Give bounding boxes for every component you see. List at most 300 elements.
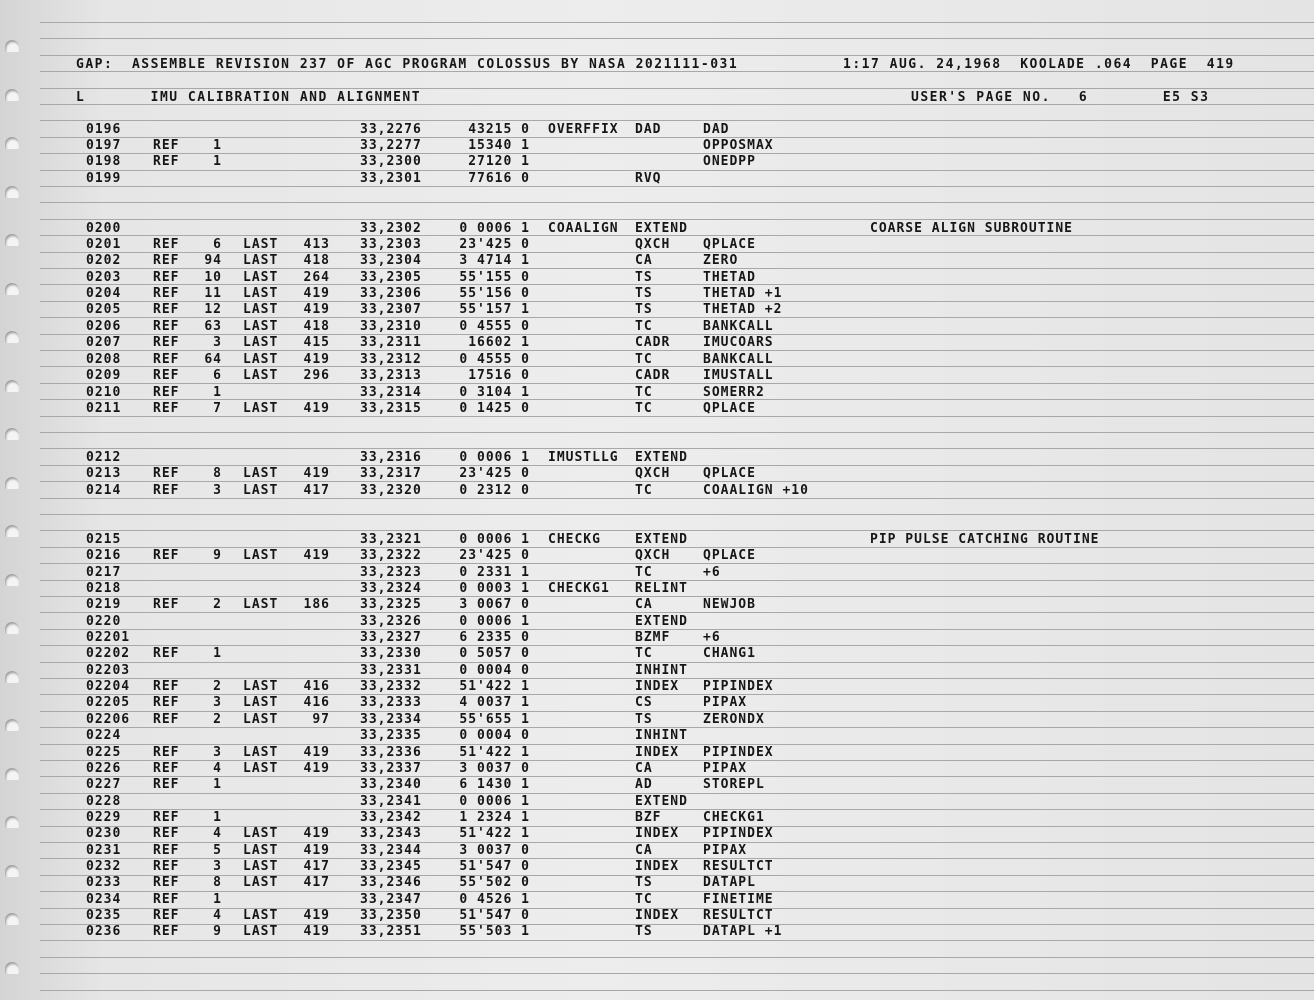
paper-rule (40, 88, 1314, 89)
line-number: 0203 (86, 270, 122, 285)
paper-rule (40, 153, 1314, 154)
paper-rule (40, 137, 1314, 138)
address: 33,2325 (360, 597, 422, 612)
paper-rule (40, 875, 1314, 876)
operand: QPLACE (703, 237, 756, 252)
address: 33,2327 (360, 630, 422, 645)
line-number: 0214 (86, 483, 122, 498)
octal-word: 23'425 0 (459, 466, 530, 481)
ref-count: 9 (213, 924, 222, 939)
line-number: 0211 (86, 401, 122, 416)
opcode: EXTEND (635, 532, 688, 547)
paper-rule (40, 268, 1314, 269)
paper-rule (40, 498, 1314, 499)
log-section-title: L IMU CALIBRATION AND ALIGNMENT (76, 90, 422, 105)
address: 33,2314 (360, 385, 422, 400)
opcode: TC (635, 483, 653, 498)
ref-keyword: REF (153, 859, 180, 874)
ref-count: 1 (213, 385, 222, 400)
last-keyword: LAST (243, 548, 279, 563)
opcode: TS (635, 270, 653, 285)
ref-count: 11 (204, 286, 222, 301)
operand: ZERONDX (703, 712, 765, 727)
line-number: 02206 (86, 712, 131, 727)
ref-keyword: REF (153, 270, 180, 285)
ref-keyword: REF (153, 695, 180, 710)
opcode: INHINT (635, 728, 688, 743)
operand: +6 (703, 630, 721, 645)
ref-count: 4 (213, 761, 222, 776)
octal-word: 51'422 1 (459, 826, 530, 841)
last-page: 419 (303, 826, 330, 841)
octal-word: 55'156 0 (459, 286, 530, 301)
timestamp-page: 1:17 AUG. 24,1968 KOOLADE .064 PAGE 419 (843, 57, 1235, 72)
paper-rule (40, 563, 1314, 564)
address: 33,2331 (360, 663, 422, 678)
octal-word: 3 0067 0 (459, 597, 530, 612)
sprocket-hole (5, 962, 19, 974)
line-number: 02205 (86, 695, 131, 710)
operand: QPLACE (703, 548, 756, 563)
octal-word: 0 2312 0 (459, 483, 530, 498)
last-page: 296 (303, 368, 330, 383)
ref-count: 3 (213, 745, 222, 760)
last-keyword: LAST (243, 745, 279, 760)
sprocket-hole (5, 622, 19, 634)
octal-word: 16602 1 (468, 335, 530, 350)
opcode: AD (635, 777, 653, 792)
line-number: 0206 (86, 319, 122, 334)
address: 33,2311 (360, 335, 422, 350)
last-keyword: LAST (243, 319, 279, 334)
ref-keyword: REF (153, 401, 180, 416)
last-keyword: LAST (243, 859, 279, 874)
octal-word: 77616 0 (468, 171, 530, 186)
address: 33,2345 (360, 859, 422, 874)
operand: THETAD +1 (703, 286, 783, 301)
sprocket-hole (5, 719, 19, 731)
opcode: TS (635, 875, 653, 890)
opcode: TC (635, 565, 653, 580)
last-page: 419 (303, 352, 330, 367)
address: 33,2344 (360, 843, 422, 858)
ref-count: 12 (204, 302, 222, 317)
paper-rule (40, 990, 1314, 991)
paper-rule (40, 940, 1314, 941)
operand: CHECKG1 (703, 810, 765, 825)
octal-word: 0 0004 0 (459, 728, 530, 743)
last-page: 419 (303, 401, 330, 416)
user-page-number: USER'S PAGE NO. 6 E5 S3 (911, 90, 1210, 105)
last-keyword: LAST (243, 761, 279, 776)
opcode: CADR (635, 335, 671, 350)
paper-rule (40, 383, 1314, 384)
address: 33,2336 (360, 745, 422, 760)
paper-rule (40, 448, 1314, 449)
line-number: 0212 (86, 450, 122, 465)
label: OVERFFIX (548, 122, 619, 137)
octal-word: 6 1430 1 (459, 777, 530, 792)
octal-word: 55'155 0 (459, 270, 530, 285)
last-page: 419 (303, 745, 330, 760)
opcode: INDEX (635, 826, 680, 841)
opcode: EXTEND (635, 221, 688, 236)
line-number: 0229 (86, 810, 122, 825)
ref-keyword: REF (153, 843, 180, 858)
ref-count: 3 (213, 695, 222, 710)
sprocket-hole (5, 234, 19, 246)
opcode: INDEX (635, 679, 680, 694)
line-number: 0235 (86, 908, 122, 923)
address: 33,2305 (360, 270, 422, 285)
last-keyword: LAST (243, 401, 279, 416)
octal-word: 51'547 0 (459, 859, 530, 874)
address: 33,2337 (360, 761, 422, 776)
ref-keyword: REF (153, 237, 180, 252)
ref-keyword: REF (153, 335, 180, 350)
operand: IMUCOARS (703, 335, 774, 350)
sprocket-hole (5, 865, 19, 877)
address: 33,2334 (360, 712, 422, 727)
last-page: 419 (303, 843, 330, 858)
address: 33,2347 (360, 892, 422, 907)
last-page: 419 (303, 466, 330, 481)
last-keyword: LAST (243, 352, 279, 367)
last-page: 417 (303, 859, 330, 874)
ref-keyword: REF (153, 712, 180, 727)
address: 33,2333 (360, 695, 422, 710)
ref-keyword: REF (153, 302, 180, 317)
operand: PIPAX (703, 695, 748, 710)
opcode: TC (635, 352, 653, 367)
ref-keyword: REF (153, 286, 180, 301)
opcode: TS (635, 286, 653, 301)
operand: PIPAX (703, 761, 748, 776)
opcode: TC (635, 401, 653, 416)
address: 33,2323 (360, 565, 422, 580)
ref-keyword: REF (153, 253, 180, 268)
operand: OPPOSMAX (703, 138, 774, 153)
last-page: 186 (303, 597, 330, 612)
operand: QPLACE (703, 466, 756, 481)
label: CHECKG1 (548, 581, 610, 596)
line-number: 02203 (86, 663, 131, 678)
paper-rule (40, 481, 1314, 482)
address: 33,2351 (360, 924, 422, 939)
octal-word: 15340 1 (468, 138, 530, 153)
opcode: BZF (635, 810, 662, 825)
opcode: INDEX (635, 745, 680, 760)
address: 33,2346 (360, 875, 422, 890)
operand: ZERO (703, 253, 739, 268)
paper-rule (40, 284, 1314, 285)
last-page: 416 (303, 679, 330, 694)
octal-word: 0 0006 1 (459, 450, 530, 465)
octal-word: 23'425 0 (459, 548, 530, 563)
operand: DAD (703, 122, 730, 137)
ref-keyword: REF (153, 745, 180, 760)
octal-word: 3 0037 0 (459, 843, 530, 858)
opcode: DAD (635, 122, 662, 137)
ref-count: 3 (213, 859, 222, 874)
ref-count: 2 (213, 597, 222, 612)
sprocket-hole (5, 186, 19, 198)
label: COAALIGN (548, 221, 619, 236)
line-number: 0220 (86, 614, 122, 629)
opcode: CA (635, 253, 653, 268)
address: 33,2315 (360, 401, 422, 416)
ref-keyword: REF (153, 483, 180, 498)
ref-keyword: REF (153, 368, 180, 383)
octal-word: 0 0003 1 (459, 581, 530, 596)
octal-word: 0 0006 1 (459, 221, 530, 236)
label: IMUSTLLG (548, 450, 619, 465)
ref-count: 5 (213, 843, 222, 858)
last-keyword: LAST (243, 483, 279, 498)
octal-word: 55'157 1 (459, 302, 530, 317)
ref-count: 9 (213, 548, 222, 563)
octal-word: 0 4555 0 (459, 319, 530, 334)
line-number: 0202 (86, 253, 122, 268)
octal-word: 6 2335 0 (459, 630, 530, 645)
ref-keyword: REF (153, 761, 180, 776)
paper-rule (40, 219, 1314, 220)
line-number: 02202 (86, 646, 131, 661)
last-keyword: LAST (243, 695, 279, 710)
address: 33,2343 (360, 826, 422, 841)
ref-count: 3 (213, 483, 222, 498)
last-keyword: LAST (243, 908, 279, 923)
operand: +6 (703, 565, 721, 580)
address: 33,2306 (360, 286, 422, 301)
opcode: TC (635, 646, 653, 661)
last-keyword: LAST (243, 597, 279, 612)
paper-rule (40, 334, 1314, 335)
line-number: 0201 (86, 237, 122, 252)
last-page: 418 (303, 253, 330, 268)
ref-count: 1 (213, 810, 222, 825)
comment: PIP PULSE CATCHING ROUTINE (870, 532, 1100, 547)
last-keyword: LAST (243, 368, 279, 383)
ref-keyword: REF (153, 597, 180, 612)
last-page: 419 (303, 908, 330, 923)
paper-rule (40, 891, 1314, 892)
last-keyword: LAST (243, 712, 279, 727)
line-number: 0231 (86, 843, 122, 858)
paper-rule (40, 842, 1314, 843)
opcode: CA (635, 843, 653, 858)
sprocket-holes (0, 0, 40, 1000)
address: 33,2341 (360, 794, 422, 809)
octal-word: 0 0006 1 (459, 532, 530, 547)
last-keyword: LAST (243, 924, 279, 939)
paper-rule (40, 776, 1314, 777)
line-number: 0232 (86, 859, 122, 874)
ref-count: 6 (213, 368, 222, 383)
opcode: EXTEND (635, 450, 688, 465)
line-number: 0210 (86, 385, 122, 400)
line-number: 0234 (86, 892, 122, 907)
paper-rule (40, 120, 1314, 121)
ref-count: 4 (213, 908, 222, 923)
assembly-title: GAP: ASSEMBLE REVISION 237 OF AGC PROGRAM COLOSSUS BY NASA 2021111-031 (76, 57, 739, 72)
operand: SOMERR2 (703, 385, 765, 400)
line-number: 0233 (86, 875, 122, 890)
address: 33,2342 (360, 810, 422, 825)
octal-word: 51'422 1 (459, 679, 530, 694)
operand: BANKCALL (703, 319, 774, 334)
octal-word: 0 1425 0 (459, 401, 530, 416)
octal-word: 17516 0 (468, 368, 530, 383)
paper-rule (40, 924, 1314, 925)
address: 33,2303 (360, 237, 422, 252)
sprocket-hole (5, 89, 19, 101)
octal-word: 55'655 1 (459, 712, 530, 727)
line-number: 0196 (86, 122, 122, 137)
last-keyword: LAST (243, 302, 279, 317)
opcode: TS (635, 302, 653, 317)
line-number: 0218 (86, 581, 122, 596)
address: 33,2300 (360, 154, 422, 169)
ref-count: 1 (213, 646, 222, 661)
line-number: 0219 (86, 597, 122, 612)
last-page: 97 (312, 712, 330, 727)
operand: ONEDPP (703, 154, 756, 169)
paper-rule (40, 973, 1314, 974)
octal-word: 51'547 0 (459, 908, 530, 923)
paper-rule (40, 252, 1314, 253)
line-number: 0204 (86, 286, 122, 301)
opcode: INDEX (635, 908, 680, 923)
operand: PIPAX (703, 843, 748, 858)
line-number: 0209 (86, 368, 122, 383)
last-keyword: LAST (243, 286, 279, 301)
line-number: 0227 (86, 777, 122, 792)
paper-rule (40, 612, 1314, 613)
ref-keyword: REF (153, 908, 180, 923)
ref-count: 8 (213, 466, 222, 481)
ref-keyword: REF (153, 679, 180, 694)
octal-word: 51'422 1 (459, 745, 530, 760)
address: 33,2301 (360, 171, 422, 186)
line-number: 02201 (86, 630, 131, 645)
octal-word: 0 0006 1 (459, 794, 530, 809)
ref-count: 3 (213, 335, 222, 350)
address: 33,2320 (360, 483, 422, 498)
operand: DATAPL (703, 875, 756, 890)
operand: RESULTCT (703, 908, 774, 923)
sprocket-hole (5, 40, 19, 52)
last-page: 419 (303, 761, 330, 776)
last-keyword: LAST (243, 875, 279, 890)
last-page: 419 (303, 924, 330, 939)
paper-rule (40, 645, 1314, 646)
last-page: 416 (303, 695, 330, 710)
opcode: INHINT (635, 663, 688, 678)
paper-rule (40, 301, 1314, 302)
sprocket-hole (5, 913, 19, 925)
operand: PIPINDEX (703, 826, 774, 841)
operand: DATAPL +1 (703, 924, 783, 939)
paper-rule (40, 711, 1314, 712)
octal-word: 0 0004 0 (459, 663, 530, 678)
opcode: QXCH (635, 237, 671, 252)
last-page: 419 (303, 548, 330, 563)
octal-word: 3 0037 0 (459, 761, 530, 776)
ref-count: 1 (213, 138, 222, 153)
opcode: EXTEND (635, 614, 688, 629)
address: 33,2310 (360, 319, 422, 334)
last-page: 419 (303, 286, 330, 301)
paper-rule (40, 350, 1314, 351)
ref-count: 2 (213, 712, 222, 727)
ref-count: 1 (213, 892, 222, 907)
address: 33,2321 (360, 532, 422, 547)
paper-rule (40, 170, 1314, 171)
ref-count: 2 (213, 679, 222, 694)
sprocket-hole (5, 477, 19, 489)
opcode: QXCH (635, 548, 671, 563)
last-keyword: LAST (243, 237, 279, 252)
sprocket-hole (5, 283, 19, 295)
operand: RESULTCT (703, 859, 774, 874)
last-page: 413 (303, 237, 330, 252)
ref-keyword: REF (153, 777, 180, 792)
ref-keyword: REF (153, 810, 180, 825)
address: 33,2312 (360, 352, 422, 367)
sprocket-hole (5, 380, 19, 392)
line-number: 0228 (86, 794, 122, 809)
line-number: 0225 (86, 745, 122, 760)
ref-keyword: REF (153, 892, 180, 907)
line-number: 0216 (86, 548, 122, 563)
line-number: 0213 (86, 466, 122, 481)
paper-rule (40, 957, 1314, 958)
sprocket-hole (5, 574, 19, 586)
address: 33,2350 (360, 908, 422, 923)
ref-keyword: REF (153, 646, 180, 661)
last-page: 419 (303, 302, 330, 317)
label: CHECKG (548, 532, 601, 547)
paper-rule (40, 530, 1314, 531)
operand: PIPINDEX (703, 679, 774, 694)
operand: NEWJOB (703, 597, 756, 612)
ref-keyword: REF (153, 385, 180, 400)
paper-rule (40, 399, 1314, 400)
address: 33,2326 (360, 614, 422, 629)
paper-rule (40, 186, 1314, 187)
sprocket-hole (5, 331, 19, 343)
line-number: 0236 (86, 924, 122, 939)
ref-count: 7 (213, 401, 222, 416)
ref-count: 10 (204, 270, 222, 285)
ref-count: 63 (204, 319, 222, 334)
sprocket-hole (5, 525, 19, 537)
ref-count: 94 (204, 253, 222, 268)
sprocket-hole (5, 816, 19, 828)
address: 33,2317 (360, 466, 422, 481)
operand: FINETIME (703, 892, 774, 907)
sprocket-hole (5, 137, 19, 149)
opcode: BZMF (635, 630, 671, 645)
operand: STOREPL (703, 777, 765, 792)
line-number: 0226 (86, 761, 122, 776)
paper-rule (40, 38, 1314, 39)
ref-keyword: REF (153, 875, 180, 890)
ref-keyword: REF (153, 319, 180, 334)
ref-count: 4 (213, 826, 222, 841)
line-number: 0224 (86, 728, 122, 743)
